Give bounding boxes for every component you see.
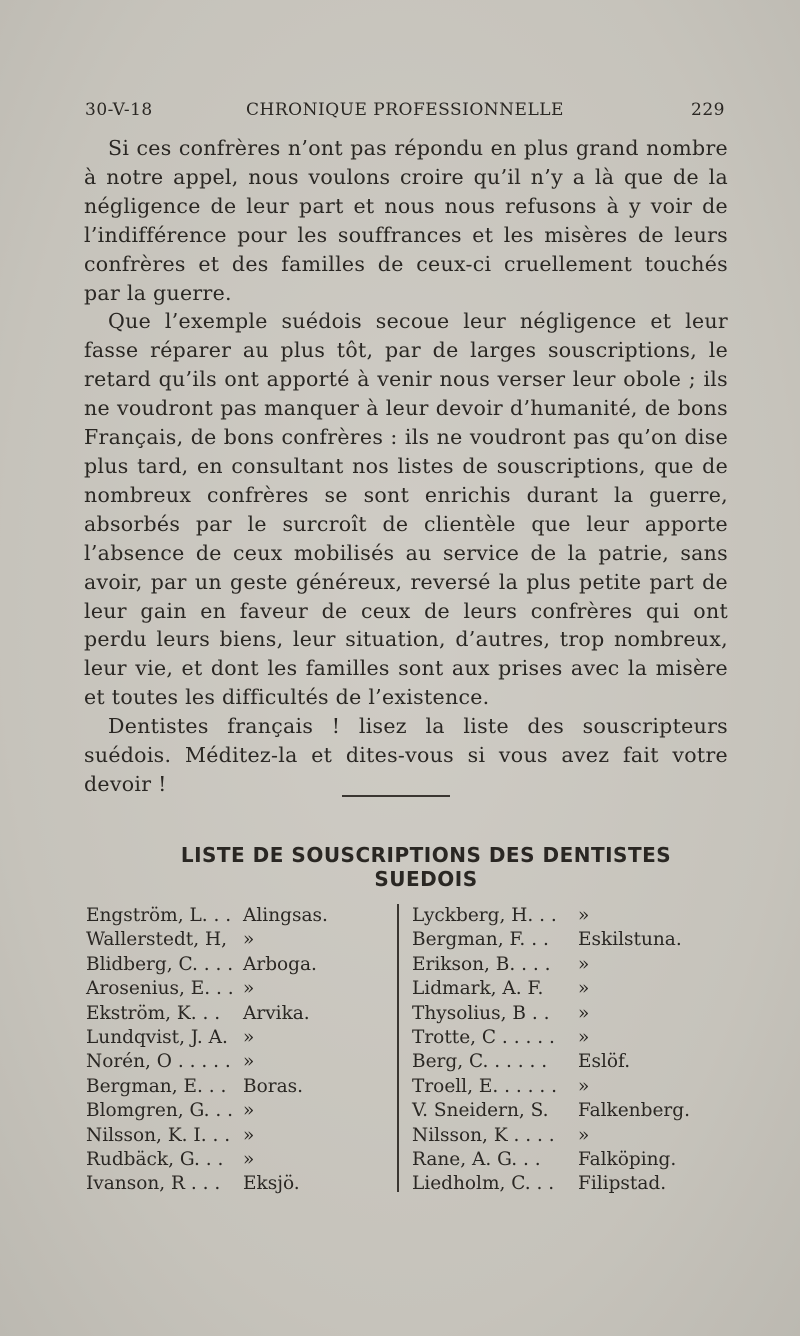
section-rule — [342, 795, 450, 797]
subscriber-town: Eksjö. — [243, 1173, 300, 1195]
page-number: 229 — [691, 100, 725, 120]
subscriber-name: Blidberg, C. . . . — [86, 953, 234, 975]
subscriber-name: Ivanson, R . . . — [86, 1173, 221, 1195]
subscriber-name: Thysolius, B . . — [412, 1002, 550, 1024]
subscriber-name: Rudbäck, G. . . — [86, 1148, 224, 1170]
subscriber-town: Eslöf. — [578, 1051, 631, 1073]
subscriber-name: Nilsson, K . . . . — [412, 1124, 555, 1146]
subscriber-town: » — [578, 978, 590, 1000]
paragraph: Que l’exemple suédois secoue leur négligence et leur fasse réparer au plus tôt, par de larges souscriptions, le retard qu’ils ont apporté à venir nous verser leur obole ; ils ne voudront pas manquer à leur devoir d’humanité, de bons Français, de bons confrères : ils ne voudront pas qu’on dise plus tard, en consultant nos listes de souscriptions, que de nombreux confrères se sont enrichis durant la guerre, absorbés par le surcroît de clientèle que leur apporte l’absence de ceux mobilisés au service de la patrie, sans avoir, par un geste généreux, reversé la plus petite part de leur gain en faveur de ceux de leurs confrères qui ont perdu leurs biens, leur situation, d’autres, trop nombreux, leur vie, et dont les familles sont aux prises avec la misère et toutes les difficultés de l’existence. — [84, 309, 728, 710]
subscriber-name: Liedholm, C. . . — [412, 1173, 555, 1195]
subscriber-row — [412, 928, 722, 952]
subscriber-town: » — [243, 1026, 255, 1048]
subscriber-town: » — [243, 929, 255, 951]
subscriber-town: Filipstad. — [578, 1173, 667, 1195]
subscriber-town: Arvika. — [243, 1002, 310, 1024]
subscriber-row — [412, 1124, 722, 1148]
subscriber-town: » — [578, 1002, 590, 1024]
header-title: CHRONIQUE PROFESSIONNELLE — [246, 100, 564, 120]
subscriber-name: Lundqvist, J. A. — [86, 1026, 228, 1048]
subscriber-row — [86, 928, 386, 952]
subscriber-name: Blomgren, G. . . — [86, 1100, 234, 1122]
subscriber-row — [412, 953, 722, 977]
list-heading-line: LISTE DE SOUSCRIPTIONS DES DENTISTES — [180, 843, 672, 867]
subscriber-town: Eskilstuna. — [578, 929, 682, 951]
subscriber-town: » — [243, 1100, 255, 1122]
subscriber-name: Rane, A. G. . . — [412, 1148, 541, 1170]
subscriber-row — [86, 904, 386, 928]
subscriber-town: Boras. — [243, 1075, 303, 1097]
subscriber-row — [412, 1002, 722, 1026]
subscriber-row — [86, 953, 386, 977]
subscriber-row — [412, 1172, 722, 1196]
subscriber-row — [412, 904, 722, 928]
subscriber-row — [86, 1002, 386, 1026]
subscriber-town: Falköping. — [578, 1148, 677, 1170]
subscriber-name: Lidmark, A. F. — [412, 978, 544, 1000]
subscriber-town: » — [243, 1051, 255, 1073]
subscriber-town: Falkenberg. — [578, 1100, 690, 1122]
subscriber-name: Berg, C. . . . . . — [412, 1051, 548, 1073]
column-divider — [397, 904, 399, 1192]
subscriber-row — [86, 1050, 386, 1074]
subscriber-row — [86, 1099, 386, 1123]
subscriber-town: » — [578, 1124, 590, 1146]
subscriber-row — [86, 977, 386, 1001]
subscriber-town: » — [243, 1148, 255, 1170]
list-heading-line: SUEDOIS — [374, 867, 478, 891]
subscriber-row — [86, 1026, 386, 1050]
subscriber-town: » — [578, 953, 590, 975]
subscriber-name: Bergman, F. . . — [412, 929, 549, 951]
subscriber-town: » — [578, 1075, 590, 1097]
subscriber-row — [412, 1099, 722, 1123]
running-header — [85, 100, 725, 130]
subscriber-row — [412, 1026, 722, 1050]
subscriber-name: Norén, O . . . . . — [86, 1051, 231, 1073]
subscriber-town: Arboga. — [243, 953, 317, 975]
header-date: 30-V-18 — [85, 100, 153, 120]
subscriber-town: » — [243, 978, 255, 1000]
subscriber-name: Troell, E. . . . . . — [412, 1075, 558, 1097]
paragraph: Dentistes français ! lisez la liste des souscripteurs suédois. Méditez-la et dites-vous si vous avez fait votre devoir ! — [84, 714, 728, 796]
subscriber-name: Lyckberg, H. . . — [412, 905, 557, 926]
subscriber-name: Bergman, E. . . — [86, 1075, 227, 1097]
list-heading — [84, 843, 768, 891]
subscriber-row — [86, 1172, 386, 1196]
article-body — [84, 134, 728, 799]
subscriber-town: » — [243, 1124, 255, 1146]
subscriber-town: » — [578, 1026, 590, 1048]
subscriber-row — [412, 977, 722, 1001]
subscriber-name: Erikson, B. . . . — [412, 953, 551, 975]
subscriber-name: Nilsson, K. I. . . — [86, 1124, 231, 1146]
subscriber-row — [86, 1075, 386, 1099]
subscriber-column-left — [86, 904, 386, 1197]
subscriber-row — [86, 1124, 386, 1148]
paragraph: Si ces confrères n’ont pas répondu en plus grand nombre à notre appel, nous voulons croire qu’il n’y a là que de la négligence de leur part et nous nous refusons à y voir de l’indifférence pour les souffrances et les misères de leurs confrères et des familles de ceux-ci cruellement touchés par la guerre. — [84, 136, 728, 305]
subscriber-row — [412, 1148, 722, 1172]
subscriber-town: Alingsas. — [243, 905, 328, 926]
subscriber-name: Ekström, K. . . — [86, 1002, 221, 1024]
subscriber-row — [412, 1075, 722, 1099]
subscriber-name: Wallerstedt, H, — [86, 929, 227, 951]
subscriber-row — [412, 1050, 722, 1074]
subscriber-row — [86, 1148, 386, 1172]
subscriber-town: » — [578, 905, 590, 926]
subscriber-column-right — [412, 904, 722, 1197]
subscriber-name: Arosenius, E. . . — [86, 978, 234, 1000]
subscriber-name: Engström, L. . . — [86, 905, 232, 926]
subscriber-name: Trotte, C . . . . . — [412, 1026, 555, 1048]
subscriber-name: V. Sneidern, S. — [412, 1100, 549, 1122]
